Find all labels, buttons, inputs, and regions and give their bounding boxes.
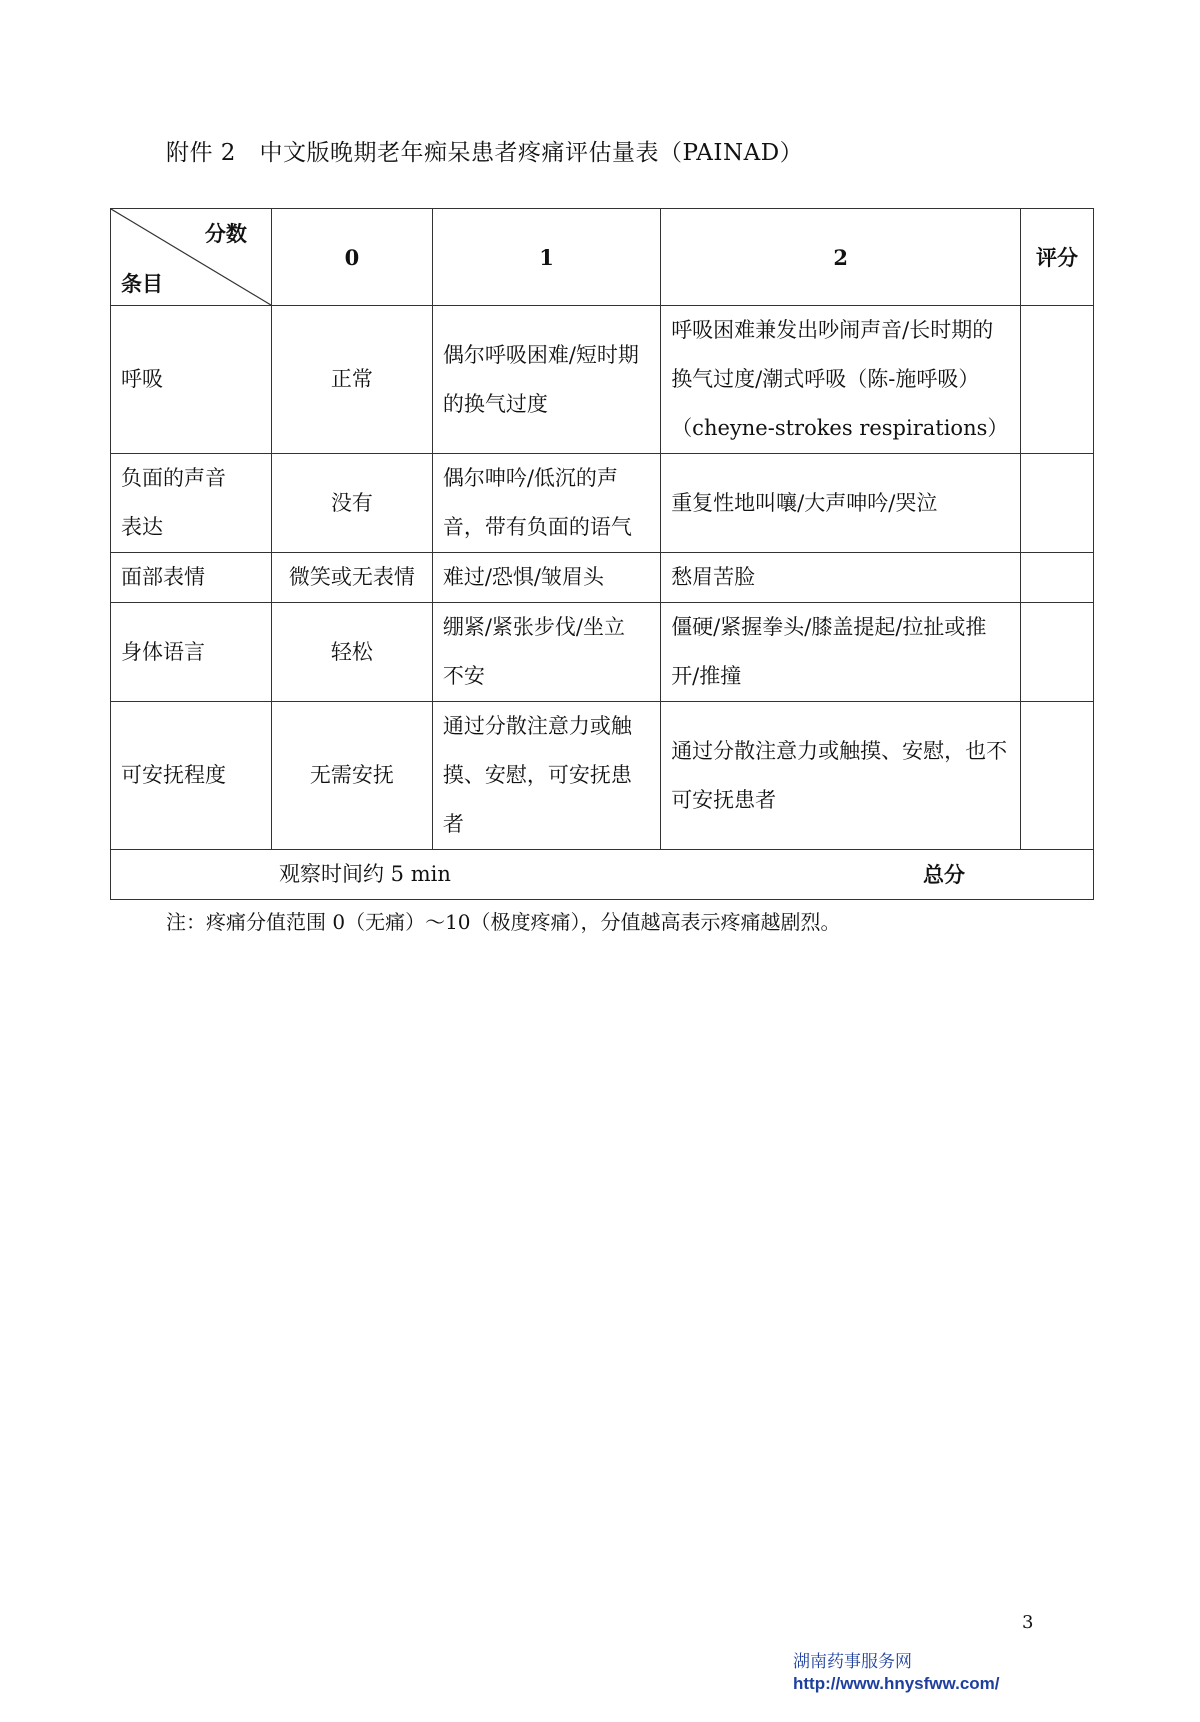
cell-line: 不安 xyxy=(442,664,485,688)
watermark-url: http://www.hnysfww.com/ xyxy=(793,1674,1000,1693)
cell-line: （cheyne-strokes respirations） xyxy=(671,416,1009,440)
header-score-2: 2 xyxy=(661,209,1021,306)
item-cell: 面部表情 xyxy=(111,553,272,603)
score0-cell: 正常 xyxy=(271,306,432,454)
corner-header-cell xyxy=(111,209,272,306)
rating-cell xyxy=(1021,454,1094,553)
score2-cell xyxy=(661,454,1021,553)
score2-cell xyxy=(661,553,1021,603)
header-row xyxy=(111,209,1094,306)
table-row xyxy=(111,702,1094,850)
corner-label-item: 条目 xyxy=(121,271,163,296)
table-row xyxy=(111,603,1094,702)
cell-line: 难过/恐惧/皱眉头 xyxy=(442,565,604,589)
score1-cell xyxy=(432,454,660,553)
cell-line: 者 xyxy=(442,812,464,836)
cell-line: 通过分散注意力或触 xyxy=(442,714,632,738)
cell-line: 呼吸困难兼发出吵闹声音/长时期的 xyxy=(671,318,994,342)
cell-line: 摸、安慰，可安抚患 xyxy=(442,763,632,787)
score2-cell xyxy=(661,702,1021,850)
observation-time: 观察时间约 5 min xyxy=(279,862,451,886)
corner-label-score: 分数 xyxy=(204,221,247,246)
table-row xyxy=(111,454,1094,553)
score2-cell xyxy=(661,603,1021,702)
score0-cell: 微笑或无表情 xyxy=(271,553,432,603)
table-row xyxy=(111,553,1094,603)
cell-line: 绷紧/紧张步伐/坐立 xyxy=(442,615,625,639)
score0-cell: 没有 xyxy=(271,454,432,553)
cell-line: 换气过度/潮式呼吸（陈-施呼吸） xyxy=(671,367,980,391)
score1-cell xyxy=(432,603,660,702)
cell-line: 表达 xyxy=(121,515,163,539)
footer-cell xyxy=(111,850,1094,900)
watermark xyxy=(793,1651,1000,1695)
cell-line: 音，带有负面的语气 xyxy=(442,515,632,539)
rating-cell xyxy=(1021,553,1094,603)
painad-table xyxy=(110,208,1094,900)
cell-line: 的换气过度 xyxy=(442,391,548,416)
item-cell: 呼吸 xyxy=(111,306,272,454)
score1-cell xyxy=(432,702,660,850)
item-cell xyxy=(111,454,272,553)
total-score-label: 总分 xyxy=(923,862,965,887)
page-title: 附件 2 中文版晚期老年痴呆患者疼痛评估量表（PAINAD） xyxy=(166,140,804,166)
cell-line: 可安抚患者 xyxy=(671,787,777,812)
rating-cell xyxy=(1021,702,1094,850)
table-row xyxy=(111,306,1094,454)
header-score-0: 0 xyxy=(271,209,432,306)
score1-cell xyxy=(432,553,660,603)
rating-cell xyxy=(1021,306,1094,454)
item-cell: 身体语言 xyxy=(111,603,272,702)
score0-cell: 轻松 xyxy=(271,603,432,702)
footer-row xyxy=(111,850,1094,900)
page-number: 3 xyxy=(1022,1612,1034,1633)
cell-line: 偶尔呻吟/低沉的声 xyxy=(442,466,618,490)
cell-line: 开/推撞 xyxy=(671,664,742,688)
header-score-1: 1 xyxy=(432,209,660,306)
footnote: 注：疼痛分值范围 0（无痛）～10（极度疼痛），分值越高表示疼痛越剧烈。 xyxy=(166,910,841,934)
cell-line: 通过分散注意力或触摸、安慰，也不 xyxy=(671,738,1008,763)
cell-line: 偶尔呼吸困难/短时期 xyxy=(442,342,639,367)
rating-cell xyxy=(1021,603,1094,702)
cell-line: 僵硬/紧握拳头/膝盖提起/拉扯或推 xyxy=(671,615,987,639)
item-cell: 可安抚程度 xyxy=(111,702,272,850)
score1-cell xyxy=(432,306,660,454)
watermark-name: 湖南药事服务网 xyxy=(793,1652,912,1672)
score2-cell xyxy=(661,306,1021,454)
cell-line: 重复性地叫嚷/大声呻吟/哭泣 xyxy=(671,490,938,515)
score0-cell: 无需安抚 xyxy=(271,702,432,850)
cell-line: 愁眉苦脸 xyxy=(671,565,756,589)
header-rating: 评分 xyxy=(1021,209,1094,306)
cell-line: 负面的声音 xyxy=(121,466,226,490)
